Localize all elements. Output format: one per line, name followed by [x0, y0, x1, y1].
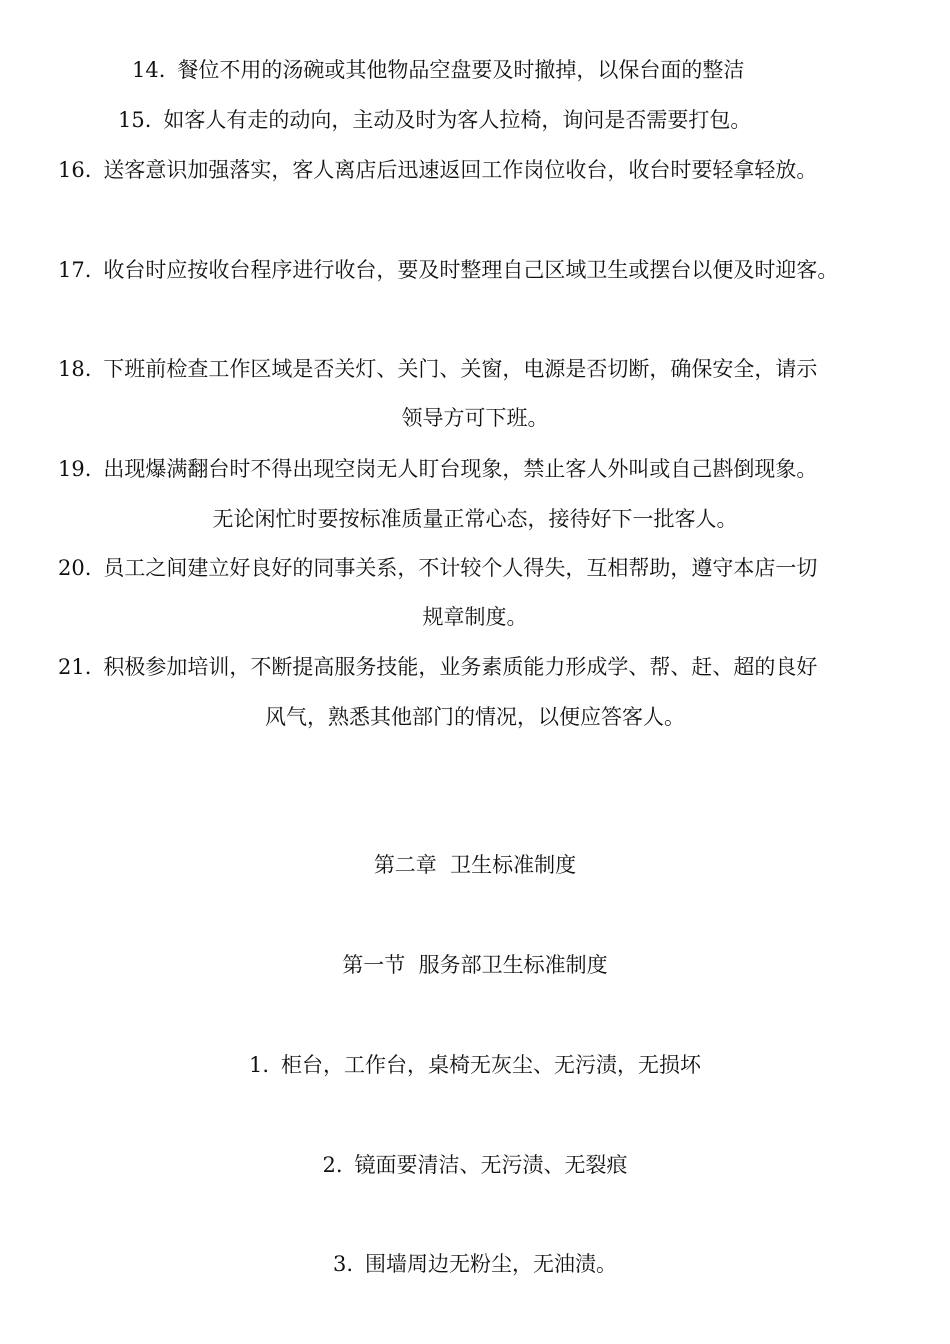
rule-item-20-continuation: 规章制度。 — [422, 605, 528, 629]
item-number: 17. — [58, 258, 92, 282]
item-text: 员工之间建立好良好的同事关系，不计较个人得失，互相帮助，遵守本店一切 — [103, 556, 818, 580]
item-number: 15. — [118, 108, 152, 132]
section-title: 第一节 服务部卫生标准制度 — [342, 953, 608, 977]
item-number: 2. — [322, 1153, 343, 1177]
rule-item-21 — [58, 657, 817, 678]
item-text: 围墙周边无粉尘，无油渍。 — [365, 1252, 618, 1276]
rule-item-19-continuation: 无论闲忙时要按标准质量正常心态，接待好下一批客人。 — [212, 507, 738, 531]
item-number: 1. — [248, 1053, 270, 1077]
item-text: 柜台，工作台，桌椅无灰尘、无污渍，无损坏 — [281, 1053, 702, 1077]
item-text: 如客人有走的动向，主动及时为客人拉椅，询问是否需要打包。 — [163, 108, 752, 132]
item-text: 收台时应按收台程序进行收台，要及时整理自己区域卫生或摆台以便及时迎客。 — [103, 258, 839, 282]
item-number: 21. — [58, 655, 92, 679]
hygiene-item-1 — [0, 1055, 950, 1076]
item-text: 下班前检查工作区域是否关灯、关门、关窗，电源是否切断，确保安全，请示 — [103, 357, 818, 381]
rule-item-18-continuation: 领导方可下班。 — [401, 406, 549, 430]
item-number: 20. — [58, 556, 92, 580]
item-number: 18. — [58, 357, 92, 381]
rule-item-16 — [58, 160, 817, 181]
item-text: 餐位不用的汤碗或其他物品空盘要及时撤掉，以保台面的整洁 — [177, 58, 745, 82]
item-text: 镜面要清洁、无污渍、无裂痕 — [354, 1153, 628, 1177]
hygiene-item-3 — [0, 1254, 950, 1275]
rule-item-17 — [58, 260, 838, 281]
item-number: 19. — [58, 457, 92, 481]
item-text: 积极参加培训，不断提高服务技能，业务素质能力形成学、帮、赶、超的良好 — [103, 655, 818, 679]
hygiene-item-2 — [0, 1155, 950, 1176]
item-text: 出现爆满翻台时不得出现空岗无人盯台现象，禁止客人外叫或自己斟倒现象。 — [103, 457, 818, 481]
rule-item-14 — [132, 60, 744, 81]
rule-item-19 — [58, 459, 817, 480]
item-number: 14. — [132, 58, 166, 82]
rule-item-15 — [118, 110, 751, 131]
item-text: 送客意识加强落实，客人离店后迅速返回工作岗位收台，收台时要轻拿轻放。 — [103, 158, 818, 182]
item-number: 16. — [58, 158, 92, 182]
item-number: 3. — [332, 1252, 354, 1276]
rule-item-20 — [58, 558, 817, 579]
rule-item-21-continuation: 风气，熟悉其他部门的情况，以便应答客人。 — [265, 705, 685, 729]
chapter-title: 第二章 卫生标准制度 — [373, 853, 577, 877]
rule-item-18 — [58, 359, 817, 380]
